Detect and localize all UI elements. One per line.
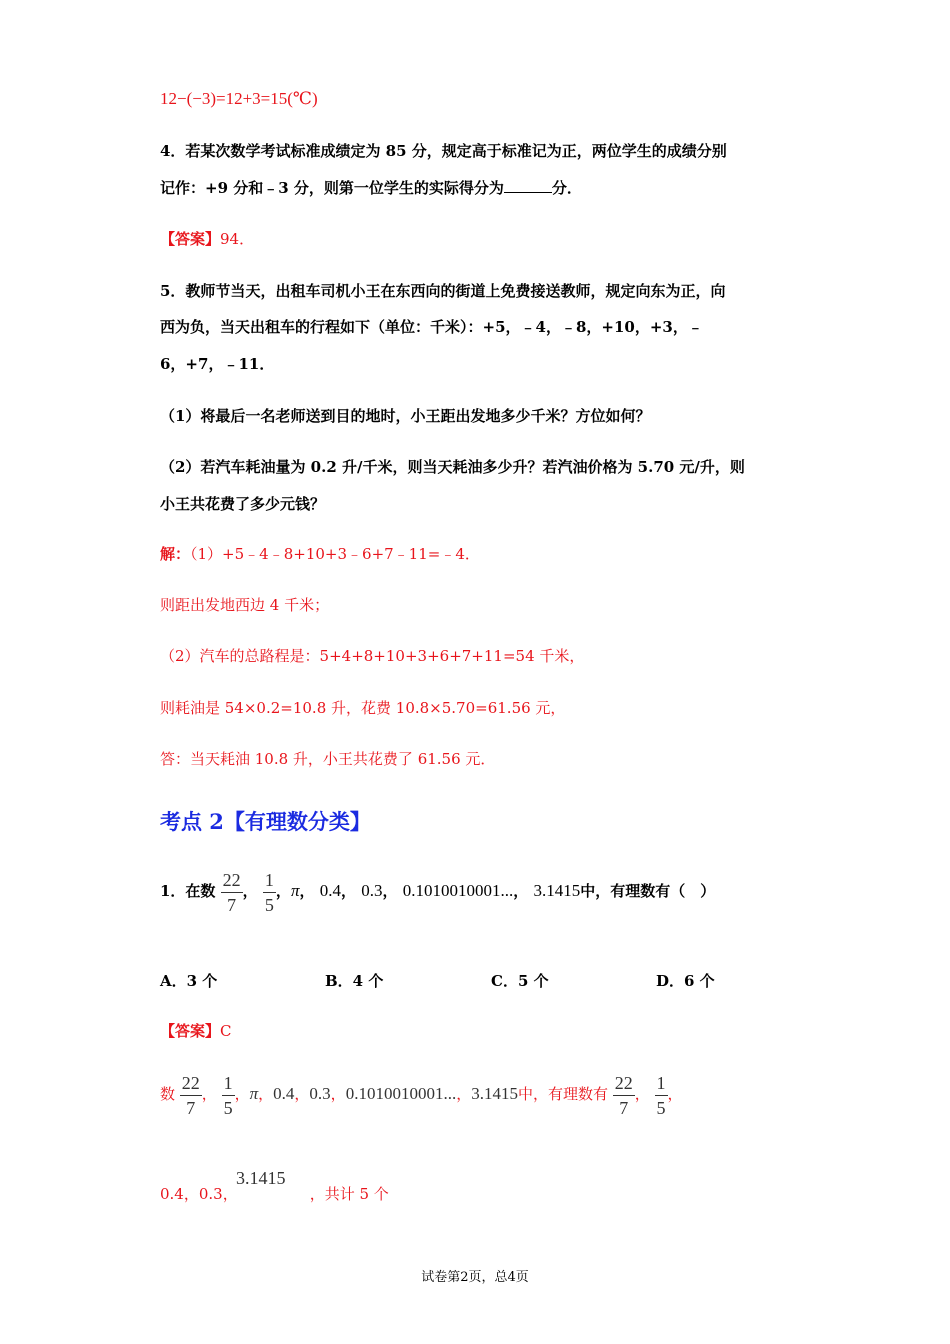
solution-label: 解： <box>160 545 191 563</box>
number-0-4: 0.4 <box>319 881 341 900</box>
separator: ， <box>634 1085 650 1103</box>
question-4-text: 记作：+9 分和﹣3 分，则第一位学生的实际得分为 <box>160 179 504 197</box>
separator: ， <box>201 1085 217 1103</box>
fraction-22-7 <box>221 868 243 917</box>
question-1-suffix: 中，有理数有（ ） <box>580 882 716 900</box>
fraction-1-5 <box>222 1071 235 1120</box>
fraction-numerator: 1 <box>263 868 276 893</box>
solution-line1 <box>160 543 480 565</box>
option-c: C．5 个 <box>491 972 549 990</box>
separator: ， <box>382 882 398 900</box>
question-4-end: 分． <box>551 179 582 197</box>
question-4-line1: 4．若某次数学考试标准成绩定为 85 分，规定高于标准记为正，两位学生的成绩分别 <box>160 142 727 160</box>
answer-4 <box>160 228 254 250</box>
number-3-1415: 3.1415 <box>533 881 581 900</box>
option-b: B．4 个 <box>325 972 384 990</box>
fraction-numerator: 1 <box>222 1071 235 1096</box>
question-4-line2 <box>160 177 582 199</box>
explanation-line1 <box>160 1070 683 1120</box>
fraction-numerator: 1 <box>655 1071 668 1096</box>
number-0-4: 0.4 <box>273 1084 295 1103</box>
explanation-line2 <box>160 1183 389 1205</box>
number-0-3: 0.3 <box>361 881 383 900</box>
explanation-prefix: 数 <box>160 1085 176 1103</box>
question-5-line1: 5．教师节当天，出租车司机小王在东西向的街道上免费接送教师，规定向东为正，向 <box>160 282 726 300</box>
separator: ， <box>275 882 291 900</box>
explanation-values: 0.4，0.3， <box>160 1185 238 1203</box>
separator: ， <box>234 1085 250 1103</box>
fraction-1-5 <box>655 1071 668 1120</box>
separator: ， <box>456 1085 472 1103</box>
separator: ， <box>667 1085 683 1103</box>
question-5-part2-line1: （2）若汽车耗油量为 0.2 升/千米，则当天耗油多少升？若汽油价格为 5.70 元/升，则 <box>160 458 745 476</box>
answer-value: 94． <box>220 230 255 248</box>
question-5-line2: 西为负，当天出租车的行程如下（单位：千米）：+5，﹣4，﹣8，+10，+3，﹣ <box>160 318 703 336</box>
solution-line5: 答：当天耗油 10.8 升，小王共花费了 61.56 元． <box>160 750 496 768</box>
fraction-denominator: 5 <box>264 894 274 915</box>
separator: ， <box>330 1085 346 1103</box>
pi-symbol: π <box>290 881 300 900</box>
separator: ， <box>513 882 529 900</box>
answer-label: 【答案】 <box>160 1022 221 1040</box>
solution-text: （1）+5﹣4﹣8+10+3﹣6+7﹣11=﹣4． <box>190 545 480 563</box>
solution-line3: （2）汽车的总路程是：5+4+8+10+3+6+7+11=54 千米， <box>160 647 585 665</box>
question-5-part1: （1）将最后一名老师送到目的地时，小王距出发地多少千米？方位如何？ <box>160 407 651 425</box>
fraction-denominator: 7 <box>186 1097 196 1118</box>
number-non-repeating: 0.1010010001... <box>402 881 514 900</box>
page-footer: 试卷第2页，总4页 <box>421 1270 529 1285</box>
solution-line2: 则距出发地西边 4 千米； <box>160 596 330 614</box>
option-d: D．6 个 <box>656 972 715 990</box>
number-3-1415-raised: 3.1415 <box>236 1168 286 1188</box>
section-heading: 考点 2【有理数分类】 <box>160 809 371 834</box>
separator: ， <box>242 882 258 900</box>
fraction-denominator: 5 <box>223 1097 233 1118</box>
answer-1 <box>160 1020 232 1042</box>
separator: ， <box>258 1085 274 1103</box>
solution-line4: 则耗油是 54×0.2=10.8 升，花费 10.8×5.70=61.56 元， <box>160 699 566 717</box>
fraction-22-7 <box>180 1071 202 1120</box>
separator: ， <box>340 882 356 900</box>
number-3-1415: 3.1415 <box>471 1084 518 1103</box>
question-5-part2-line2: 小王共花费了多少元钱？ <box>160 495 326 513</box>
answer-line-prev: 12−(−3)=12+3=15(℃) <box>160 89 318 108</box>
question-1-prefix: 1．在数 <box>160 882 216 900</box>
fraction-denominator: 5 <box>656 1097 666 1118</box>
number-non-repeating: 0.1010010001... <box>345 1084 457 1103</box>
fraction-denominator: 7 <box>619 1097 629 1118</box>
fraction-22-7 <box>613 1071 635 1120</box>
option-a: A．3 个 <box>160 972 218 990</box>
question-1 <box>160 867 715 917</box>
fraction-1-5 <box>263 868 276 917</box>
fraction-numerator: 22 <box>221 868 243 893</box>
fraction-numerator: 22 <box>613 1071 635 1096</box>
separator: ， <box>299 882 315 900</box>
fraction-numerator: 22 <box>180 1071 202 1096</box>
answer-blank <box>504 178 552 193</box>
answer-value: C <box>220 1022 232 1040</box>
pi-symbol: π <box>249 1084 259 1103</box>
question-5-line3: 6，+7，﹣11． <box>160 355 275 373</box>
separator: ， <box>294 1085 310 1103</box>
explanation-total: ，共计 5 个 <box>309 1185 389 1203</box>
answer-label: 【答案】 <box>160 230 221 248</box>
number-0-3: 0.3 <box>309 1084 331 1103</box>
fraction-denominator: 7 <box>227 894 237 915</box>
explanation-middle: 中，有理数有 <box>517 1085 608 1103</box>
